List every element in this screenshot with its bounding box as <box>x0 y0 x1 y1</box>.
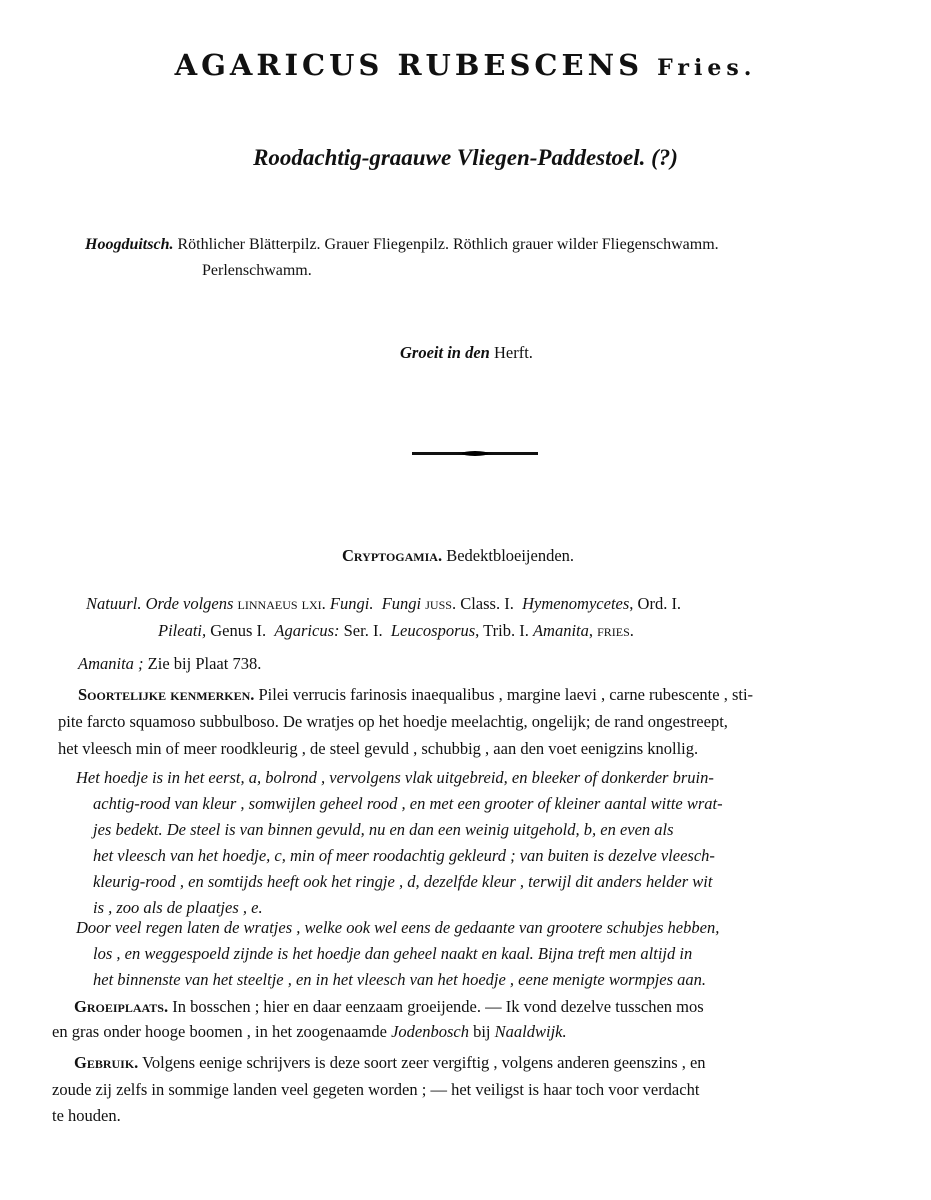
gebruik-text-1: Volgens eenige schrijvers is deze soort zeer vergiftig , volgens anderen geenszins , en <box>142 1053 706 1072</box>
groeiplaats-bij: bij <box>473 1022 491 1041</box>
amanita-line <box>78 654 261 674</box>
soortelijke-line-3: het vleesch min of meer roodkleurig , de steel gevuld , schubbig , aan den voet eenigzins knollig. <box>58 739 699 758</box>
groeiplaats-text-2: en gras onder hooge boomen , in het zoogenaamde <box>52 1022 387 1041</box>
natuurl-genus: Genus I. <box>210 621 267 640</box>
description-1-line-6: is , zoo als de plaatjes , e. <box>93 898 263 917</box>
hoogduitsch-line-1 <box>85 236 719 254</box>
natuurl-linnaeus: linnaeus lxi. <box>237 594 326 613</box>
cryptogamia-label: Cryptogamia. <box>342 546 443 565</box>
soortelijke-label: Soortelijke kenmerken. <box>78 685 255 704</box>
description-2-line-2: los , en weggespoeld zijnde is het hoedje dan geheel naakt en kaal. Bijna treft men altijd in <box>93 944 693 963</box>
season-line <box>400 343 533 363</box>
hoogduitsch-names: Röthlicher Blätterpilz. Grauer Fliegenpilz. Röthlich grauer wilder Fliegenschwamm. <box>177 236 719 253</box>
season-italic: Groeit in den <box>400 343 490 362</box>
title-species: AGARICUS RUBESCENS <box>174 48 644 82</box>
soortelijke-text-1: Pilei verrucis farinosis inaequalibus , margine laevi , carne rubescente , sti- <box>258 685 754 704</box>
gebruik-line-2: zoude zij zelfs in sommige landen veel gegeten worden ; — het veiligst is haar toch voor verdacht <box>52 1080 700 1099</box>
gebruik-label: Gebruik. <box>74 1053 139 1072</box>
gebruik-line-1 <box>74 1053 706 1073</box>
hoogduitsch-label: Hoogduitsch. <box>85 236 174 253</box>
dutch-common-name: Roodachtig-graauwe Vliegen-Paddestoel. (?) <box>253 145 678 170</box>
natuurl-line-2 <box>158 621 634 641</box>
natuurl-class: Class. I. <box>460 594 514 613</box>
title-author: Fries. <box>657 55 757 81</box>
cryptogamia-text: Bedektbloeijenden. <box>446 546 575 565</box>
description-1-line-1: Het hoedje is in het eerst, a, bolrond , vervolgens vlak uitgebreid, en bleeker of donkerder bruin- <box>76 768 714 787</box>
natuurl-ser: Ser. I. <box>343 621 383 640</box>
description-1-line-2: achtig-rood van kleur , somwijlen geheel rood , en met een grooter of kleiner aantal witte wrat- <box>93 794 723 813</box>
natuurl-trib: , Trib. I. <box>475 621 529 640</box>
natuurl-orde: Natuurl. Orde volgens <box>86 594 234 613</box>
natuurl-ord: , Ord. I. <box>629 594 682 613</box>
natuurl-fungi: Fungi. <box>329 594 374 613</box>
groeiplaats-label: Groeiplaats. <box>74 997 169 1016</box>
natuurl-line-1 <box>86 594 681 614</box>
amanita-plain: Zie bij Plaat 738. <box>147 654 262 673</box>
groeiplaats-jodenbosch: Jodenbosch <box>391 1022 469 1041</box>
groeiplaats-line-1 <box>74 997 704 1017</box>
hoogduitsch-line-2: Perlenschwamm. <box>202 262 312 279</box>
description-1-line-5: kleurig-rood , en somtijds heeft ook het ringje , d, dezelfde kleur , terwijl dit anders helder wit <box>93 872 713 891</box>
groeiplaats-text-1: In bosschen ; hier en daar eenzaam groeijende. — Ik vond dezelve tusschen mos <box>172 997 704 1016</box>
soortelijke-line-1 <box>78 685 753 705</box>
description-2-line-1: Door veel regen laten de wratjes , welke ook wel eens de gedaante van grootere schubjes hebben, <box>76 918 720 937</box>
natuurl-juss: juss. <box>425 594 457 613</box>
page-title <box>0 48 931 82</box>
natuurl-amanita: Amanita <box>532 621 589 640</box>
gebruik-line-3: te houden. <box>52 1106 121 1125</box>
natuurl-fungi-2: Fungi <box>381 594 422 613</box>
season-plain: Herft. <box>493 343 533 362</box>
description-1-line-4: het vleesch van het hoedje, c, min of meer roodachtig gekleurd ; van buiten is dezelve vleesch- <box>93 846 715 865</box>
amanita-italic: Amanita ; <box>78 654 144 673</box>
groeiplaats-line-2 <box>52 1022 567 1042</box>
natuurl-fries: fries. <box>597 621 634 640</box>
natuurl-pileati: Pileati, <box>158 621 207 640</box>
groeiplaats-naaldwijk: Naaldwijk. <box>494 1022 567 1041</box>
natuurl-agaricus: Agaricus: <box>274 621 340 640</box>
description-1-line-3: jes bedekt. De steel is van binnen gevuld, nu en dan een weinig uitgehold, b, en even als <box>93 820 674 839</box>
natuurl-comma: , <box>588 621 593 640</box>
soortelijke-line-2: pite farcto squamoso subbulboso. De wratjes op het hoedje meelachtig, ongelijk; de rand ongestreept, <box>58 712 728 731</box>
natuurl-hymenomycetes: Hymenomycetes <box>522 594 630 613</box>
divider-rule <box>412 452 538 455</box>
description-2-line-3: het binnenste van het steeltje , en in het vleesch van het hoedje , eene menigte wormpjes aan. <box>93 970 707 989</box>
cryptogamia-line <box>342 546 574 566</box>
natuurl-leucosporus: Leucosporus <box>390 621 476 640</box>
